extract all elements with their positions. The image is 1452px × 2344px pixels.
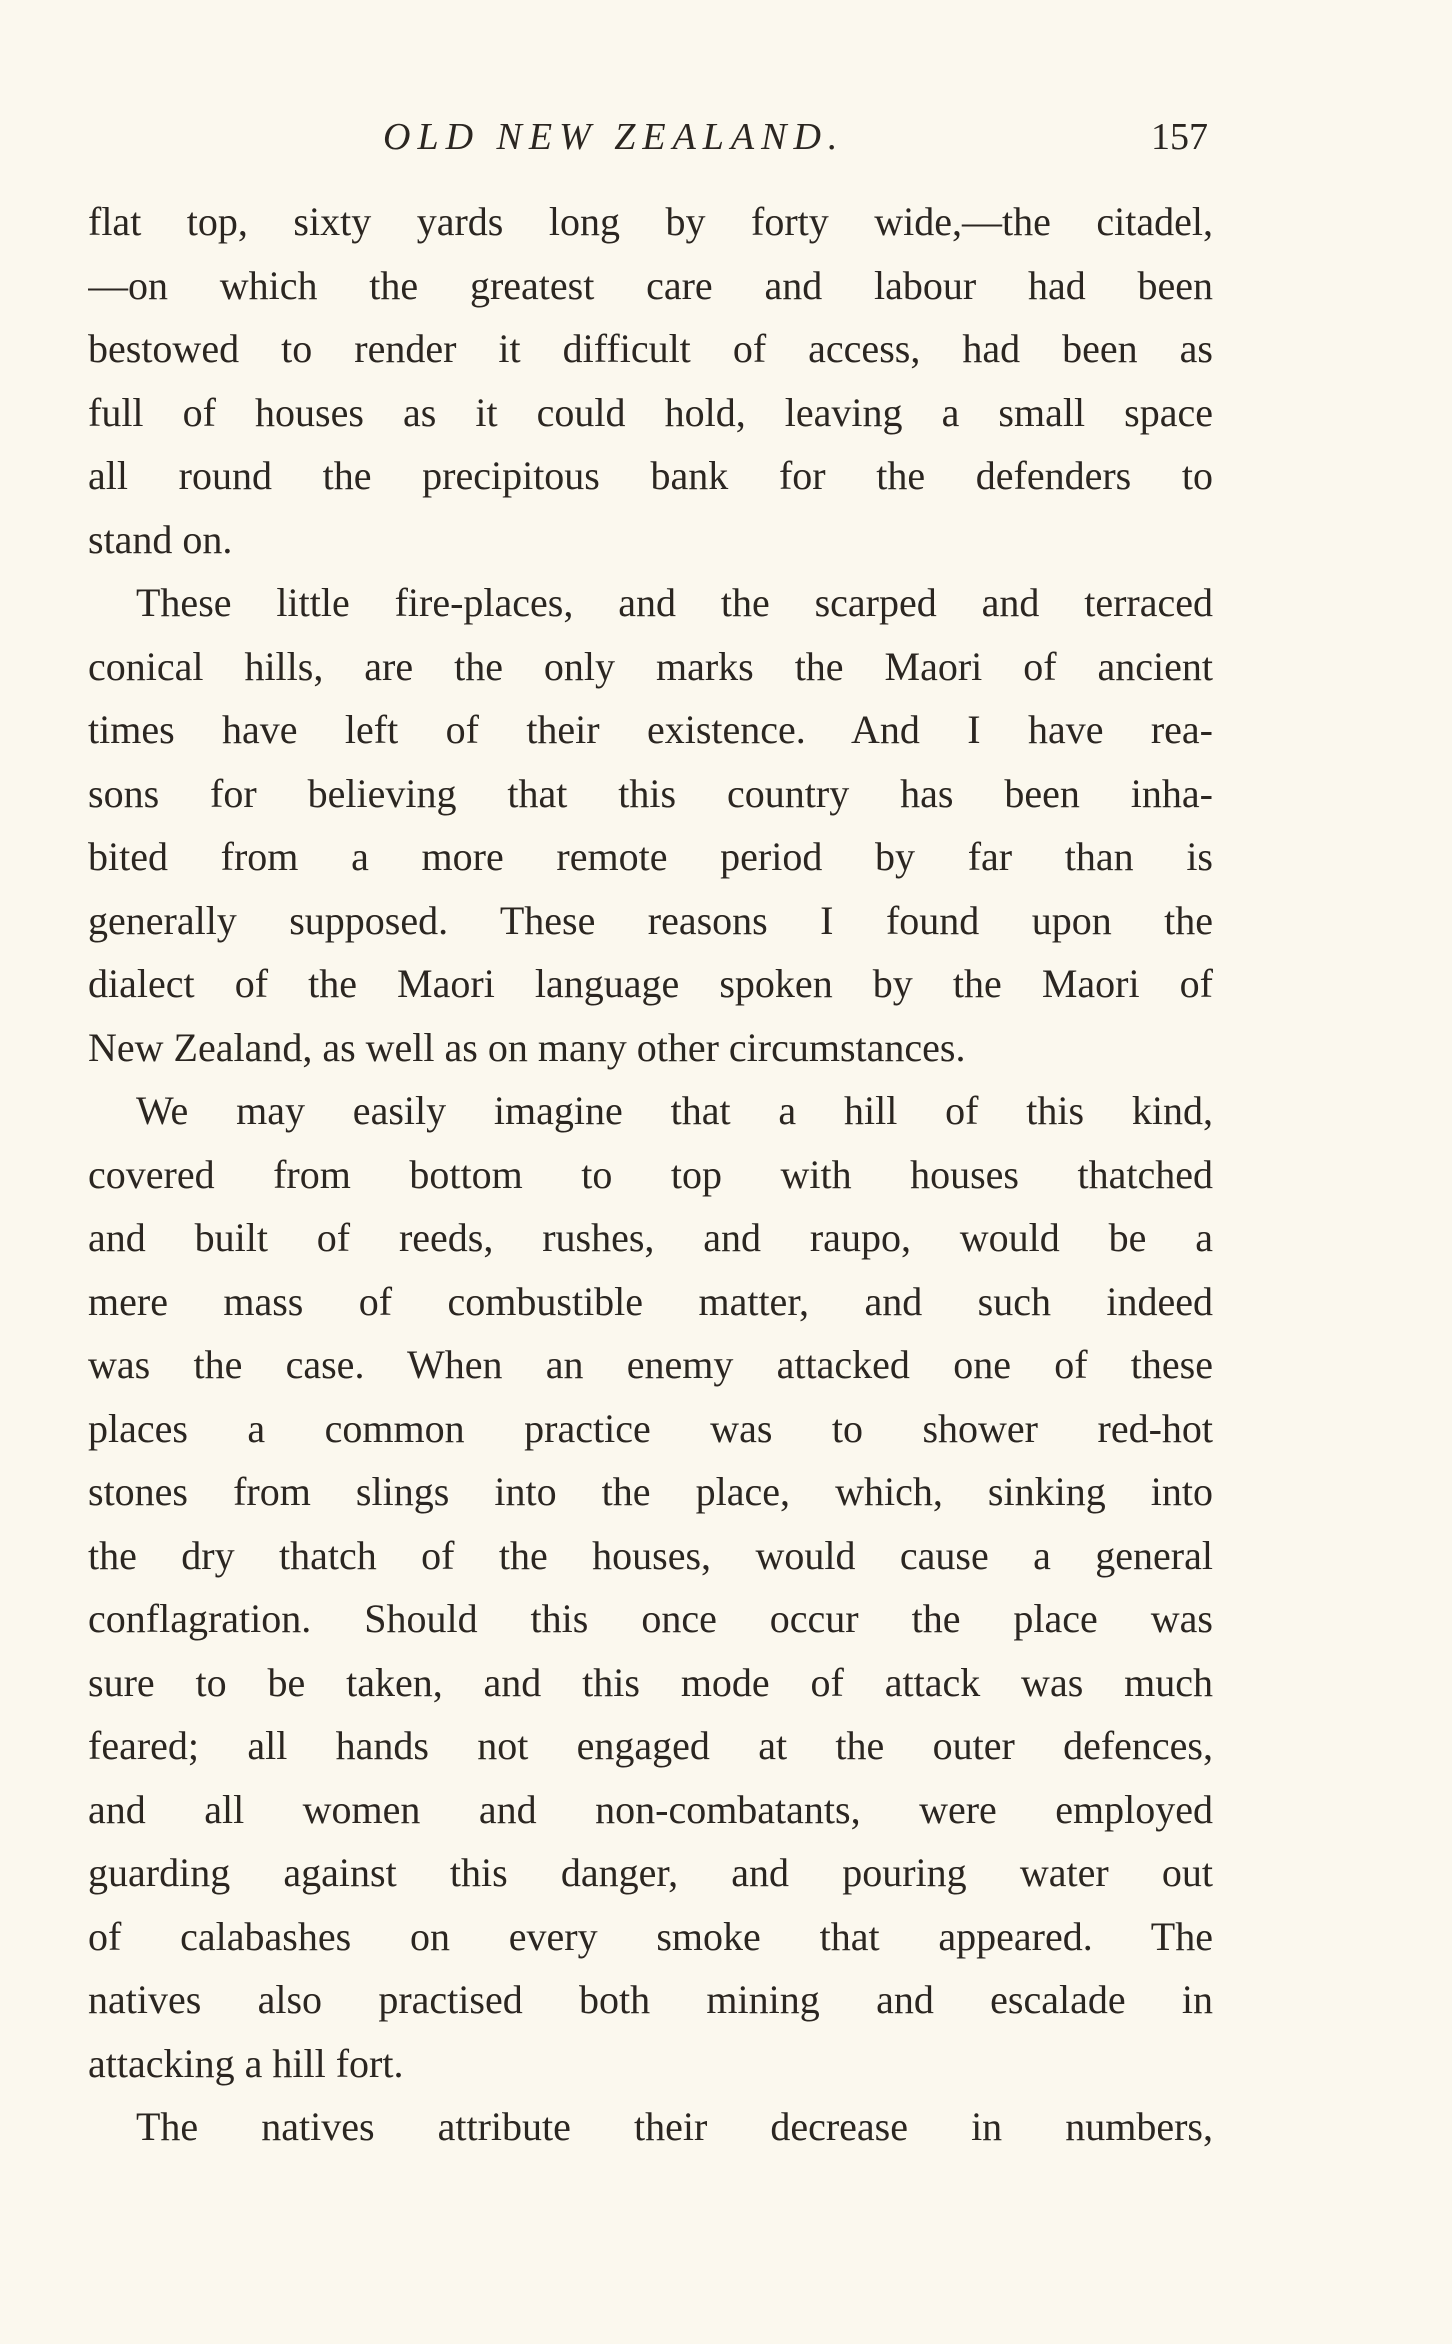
- text-line: stones from slings into the place, which, sinking into: [88, 1469, 1213, 1514]
- text-line: stand on.: [88, 516, 233, 562]
- text-line: covered from bottom to top with houses thatched: [88, 1151, 1213, 1197]
- text-line: dialect of the Maori language spoken by the Maori of: [88, 961, 1213, 1006]
- text-line: New Zealand, as well as on many other circumstances.: [88, 1024, 966, 1070]
- text-line: bited from a more remote period by far than is: [88, 834, 1213, 879]
- text-line: full of houses as it could hold, leaving a small space: [88, 389, 1213, 435]
- text-line: conflagration. Should this once occur the place was: [88, 1596, 1213, 1641]
- text-line: sure to be taken, and this mode of attack was much: [88, 1659, 1213, 1705]
- text-line: all round the precipitous bank for the defenders to: [88, 453, 1213, 498]
- text-line: was the case. When an enemy attacked one of these: [88, 1342, 1213, 1387]
- page-header: [88, 112, 1208, 172]
- text-line: These little fire-places, and the scarped and terraced: [136, 580, 1213, 625]
- text-line: and all women and non-combatants, were employed: [88, 1786, 1213, 1832]
- text-line: attacking a hill fort.: [88, 2040, 404, 2086]
- text-line: generally supposed. These reasons I found upon the: [88, 897, 1213, 943]
- text-line: of calabashes on every smoke that appeared. The: [88, 1913, 1213, 1959]
- text-line: guarding against this danger, and pouring water out: [88, 1850, 1213, 1895]
- text-line: feared; all hands not engaged at the outer defences,: [88, 1723, 1213, 1768]
- text-line: places a common practice was to shower red-hot: [88, 1405, 1213, 1451]
- page-number: 157: [1151, 116, 1208, 158]
- text-line: mere mass of combustible matter, and such indeed: [88, 1278, 1213, 1324]
- running-title: OLD NEW ZEALAND.: [383, 116, 845, 158]
- text-line: the dry thatch of the houses, would cause a general: [88, 1532, 1213, 1578]
- text-line: conical hills, are the only marks the Maori of ancient: [88, 643, 1213, 689]
- text-line: natives also practised both mining and escalade in: [88, 1977, 1213, 2022]
- text-line: bestowed to render it difficult of access, had been as: [88, 326, 1213, 371]
- text-line: —on which the greatest care and labour had been: [88, 262, 1213, 308]
- text-line: sons for believing that this country has been inha-: [88, 770, 1213, 816]
- text-line: flat top, sixty yards long by forty wide,—the citadel,: [88, 199, 1213, 244]
- text-line: and built of reeds, rushes, and raupo, would be a: [88, 1215, 1213, 1260]
- text-line: We may easily imagine that a hill of this kind,: [136, 1088, 1213, 1133]
- text-line: times have left of their existence. And I have rea-: [88, 707, 1213, 752]
- body-text: [88, 190, 1213, 2159]
- text-line: The natives attribute their decrease in numbers,: [136, 2104, 1213, 2149]
